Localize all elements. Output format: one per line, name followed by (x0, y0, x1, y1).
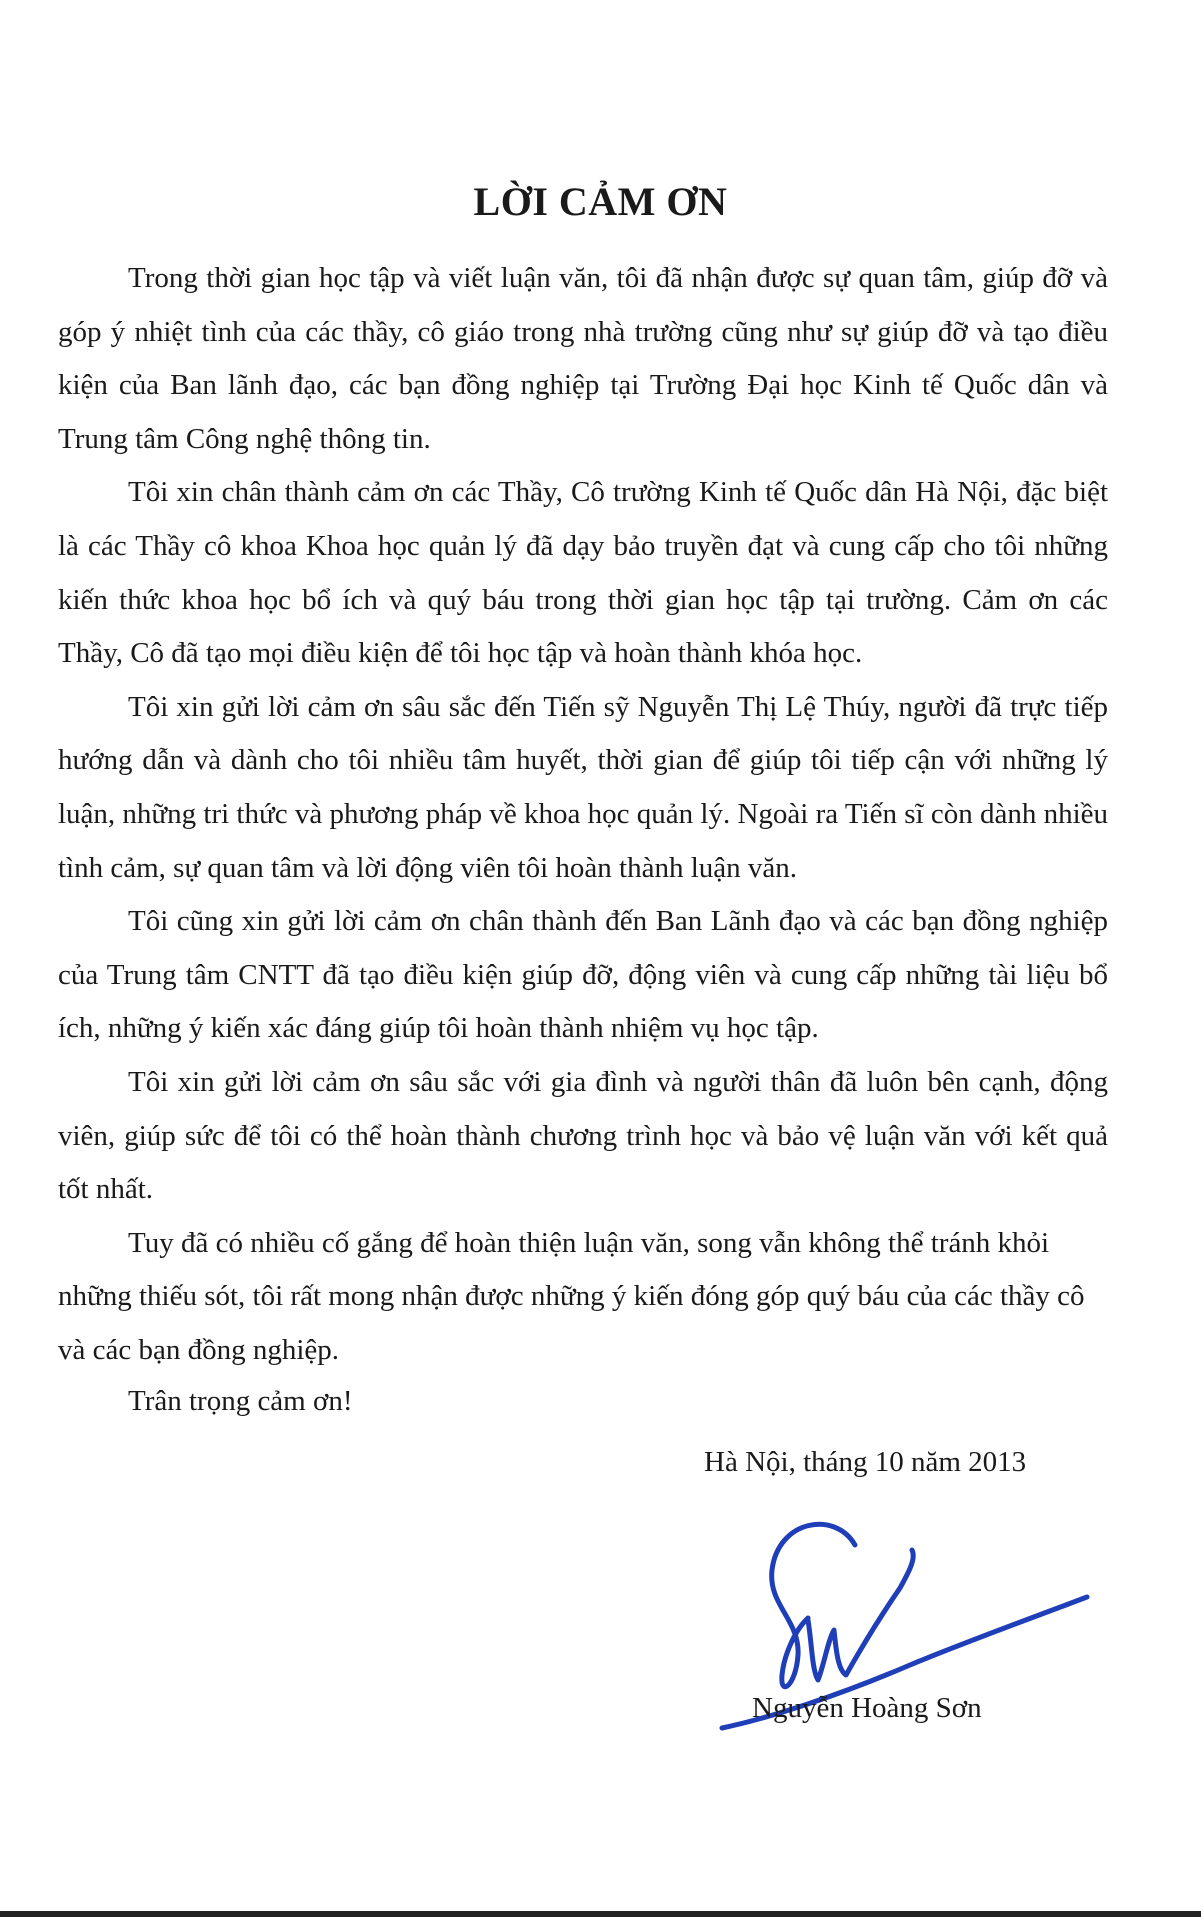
document-title: LỜI CẢM ƠN (473, 179, 728, 224)
paragraph-1: Trong thời gian học tập và viết luận văn, tôi đã nhận được sự quan tâm, giúp đỡ và góp ý nhiệt tình của các thầy, cô giáo trong nhà trường cũng như sự giúp đỡ và tạo điều kiện của Ban lãnh đạo, các bạn đồng nghiệp tại Trường Đại học Kinh tế Quốc dân và Trung tâm Công nghệ thông tin. (58, 262, 1108, 455)
scan-edge-strip (0, 1911, 1201, 1917)
paragraph-5: Tôi xin gửi lời cảm ơn sâu sắc với gia đình và người thân đã luôn bên cạnh, động viên, giúp sức để tôi có thể hoàn thành chương trình học và bảo vệ luận văn với kết quả tốt nhất. (58, 1065, 1108, 1206)
paragraph-4: Tôi cũng xin gửi lời cảm ơn chân thành đến Ban Lãnh đạo và các bạn đồng nghiệp của Trung tâm CNTT đã tạo điều kiện giúp đỡ, động viên và cung cấp những tài liệu bổ ích, những ý kiến xác đáng giúp tôi hoàn thành nhiệm vụ học tập. (58, 905, 1108, 1045)
acknowledgement-body (58, 252, 1108, 1377)
place-date: Hà Nội, tháng 10 năm 2013 (704, 1446, 1027, 1478)
signer-name: Nguyễn Hoàng Sơn (752, 1692, 982, 1724)
paragraph-6: Tuy đã có nhiều cố gắng để hoàn thiện luận văn, song vẫn không thể tránh khỏi những thiếu sót, tôi rất mong nhận được những ý kiến đóng góp quý báu của các thầy cô và các bạn đồng nghiệp. (58, 1226, 1085, 1366)
signature-stroke-w (808, 1550, 913, 1680)
closing-line: Trân trọng cảm ơn! (128, 1385, 353, 1417)
paragraph-2: Tôi xin chân thành cảm ơn các Thầy, Cô trường Kinh tế Quốc dân Hà Nội, đặc biệt là các Thầy cô khoa Khoa học quản lý đã dạy bảo truyền đạt và cung cấp cho tôi những kiến thức khoa học bổ ích và quý báu trong thời gian học tập tại trường. Cảm ơn các Thầy, Cô đã tạo mọi điều kiện để tôi học tập và hoàn thành khóa học. (58, 476, 1108, 670)
paragraph-3: Tôi xin gửi lời cảm ơn sâu sắc đến Tiến sỹ Nguyễn Thị Lệ Thúy, người đã trực tiếp hướng dẫn và dành cho tôi nhiều tâm huyết, thời gian để giúp tôi tiếp cận với những lý luận, những tri thức và phương pháp về khoa học quản lý. Ngoài ra Tiến sĩ còn dành nhiều tình cảm, sự quan tâm và lời động viên tôi hoàn thành luận văn. (58, 690, 1108, 884)
